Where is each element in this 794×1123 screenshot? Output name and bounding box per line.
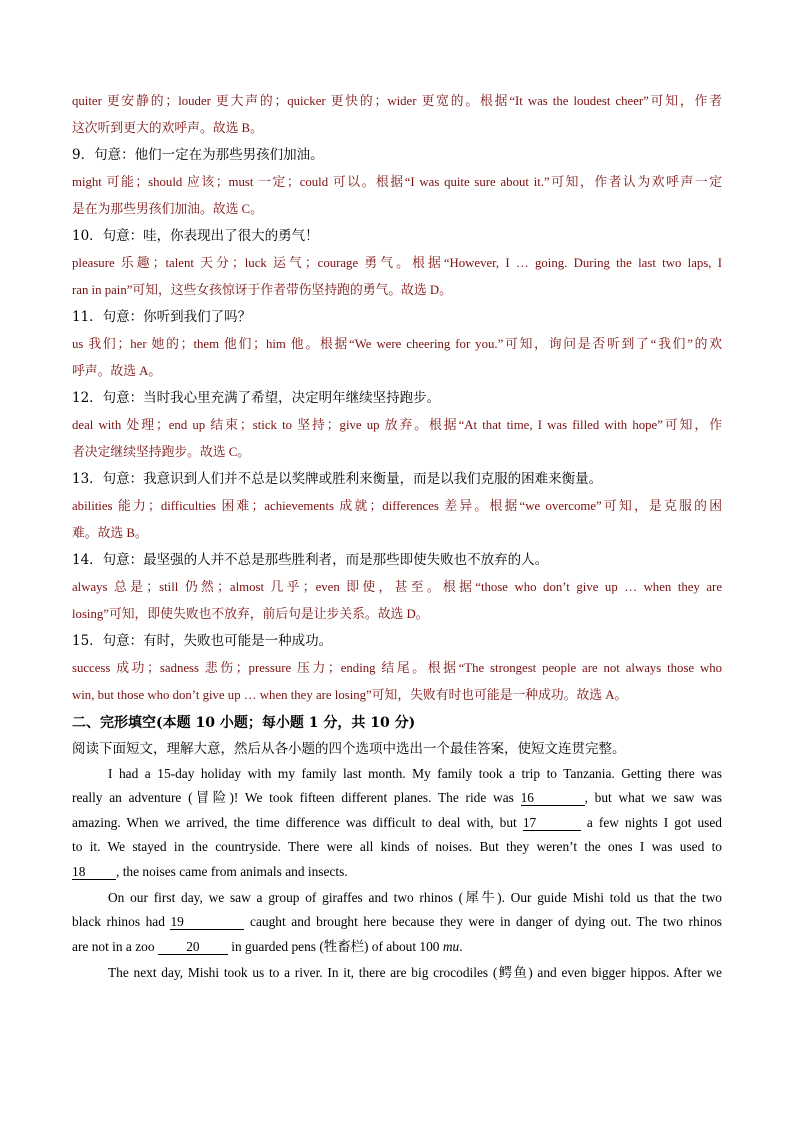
analysis-line: us 我们；her 她的；them 他们；him 他。根据“We were cheering for you.”可知，询问是否听到了“我们”的欢 [72, 337, 722, 351]
analysis-line: 难。故选 B。 [72, 526, 148, 540]
analysis-line: quiter 更安静的；louder 更大声的；quicker 更快的；wider 更宽的。根据“It was the loudest cheer”可知，作者 [72, 94, 722, 108]
blank-19[interactable]: 19 [170, 914, 244, 930]
analysis-line: 者决定继续坚持跑步。故选 C。 [72, 445, 251, 459]
blank-17[interactable]: 17 [523, 815, 581, 831]
answer-item-12 [72, 385, 722, 466]
question-line: 14．句意：最坚强的人并不总是那些胜利者，而是那些即使失败也不放弃的人。 [72, 552, 549, 568]
passage-line: really an adventure (冒险)! We took fifteen different planes. The ride was 16 , but what we saw was [72, 790, 722, 806]
analysis-line: ran in pain”可知，这些女孩惊讶于作者带伤坚持跑的勇气。故选 D。 [72, 283, 452, 297]
answer-item-15 [72, 628, 722, 709]
analysis-line: always 总是；still 仍然；almost 几乎；even 即使，甚至。根据“those who don’t give up … when they are [72, 580, 722, 594]
blank-16[interactable]: 16 [521, 790, 585, 806]
question-line: 10．句意：哇，你表现出了很大的勇气！ [72, 228, 319, 244]
answer-item-10 [72, 223, 722, 304]
passage-line: I had a 15-day holiday with my family last month. My family took a trip to Tanzania. Getting there was [108, 766, 722, 781]
blank-18[interactable]: 18 [72, 864, 116, 880]
cloze-paragraph-3 [72, 961, 722, 985]
passage-line: to it. We stayed in the countryside. There were all kinds of noises. But they weren’t the ones I was used to [72, 839, 722, 855]
blank-20[interactable]: 20 [158, 939, 228, 955]
passage-line: 18 , the noises came from animals and insects. [72, 863, 348, 879]
analysis-line: 呼声。故选 A。 [72, 364, 162, 378]
question-line: 11．句意：你听到我们了吗？ [72, 309, 252, 325]
analysis-line: 是在为那些男孩们加油。故选 C。 [72, 202, 263, 216]
passage-line: black rhinos had 19 caught and brought here because they were in danger of dying out. The two rhinos [72, 914, 722, 930]
cloze-paragraph-1 [72, 762, 722, 884]
analysis-line: losing”可知，即使失败也不放弃，前后句是让步关系。故选 D。 [72, 607, 429, 621]
passage-line: are not in a zoo 20 in guarded pens (牲畜栏) of about 100 mu. [72, 938, 463, 954]
cloze-paragraph-2 [72, 886, 722, 959]
analysis-line: pleasure 乐趣；talent 天分；luck 运气；courage 勇气。根据“However, I … going. During the last two laps, I [72, 256, 722, 270]
analysis-line: win, but those who don’t give up … when they are losing”可知，失败有时也可能是一种成功。故选 A。 [72, 688, 628, 702]
answer-item-14 [72, 547, 722, 628]
document-page [72, 88, 722, 986]
analysis-line: abilities 能力；difficulties 困难；achievements 成就；differences 差异。根据“we overcome”可知，是克服的困 [72, 499, 722, 513]
analysis-line: 这次听到更大的欢呼声。故选 B。 [72, 121, 263, 135]
passage-line: The next day, Mishi took us to a river. In it, there are big crocodiles (鳄鱼) and even bigger hippos. After we [108, 965, 722, 981]
answer-item-11 [72, 304, 722, 385]
analysis-line: might 可能；should 应该；must 一定；could 可以。根据“I was quite sure about it.”可知，作者认为欢呼声一定 [72, 175, 722, 189]
passage-line: amazing. When we arrived, the time difference was difficult to deal with, but 17 a few nights I got used [72, 814, 722, 830]
analysis-line: success 成功；sadness 悲伤；pressure 压力；ending 结尾。根据“The strongest people are not always those who [72, 661, 722, 675]
answer-item-13 [72, 466, 722, 547]
answer-item-9 [72, 142, 722, 223]
question-line: 9．句意：他们一定在为那些男孩们加油。 [72, 147, 324, 163]
section-instruction: 阅读下面短文，理解大意，然后从各小题的四个选项中选出一个最佳答案，使短文连贯完整。 [72, 741, 626, 757]
passage-line: On our first day, we saw a group of giraffes and two rhinos (犀牛). Our guide Mishi told us that the two [108, 889, 722, 905]
section-heading: 二、完形填空(本题 10 小题；每小题 1 分，共 10 分) [72, 715, 416, 731]
question-line: 15．句意：有时，失败也可能是一种成功。 [72, 633, 333, 649]
question-line: 13．句意：我意识到人们并不总是以奖牌或胜利来衡量，而是以我们克服的困难来衡量。 [72, 471, 603, 487]
analysis-line: deal with 处理；end up 结束；stick to 坚持；give up 放弃。根据“At that time, I was filled with hope”可知，作 [72, 418, 722, 432]
question-line: 12．句意：当时我心里充满了希望，决定明年继续坚持跑步。 [72, 390, 441, 406]
